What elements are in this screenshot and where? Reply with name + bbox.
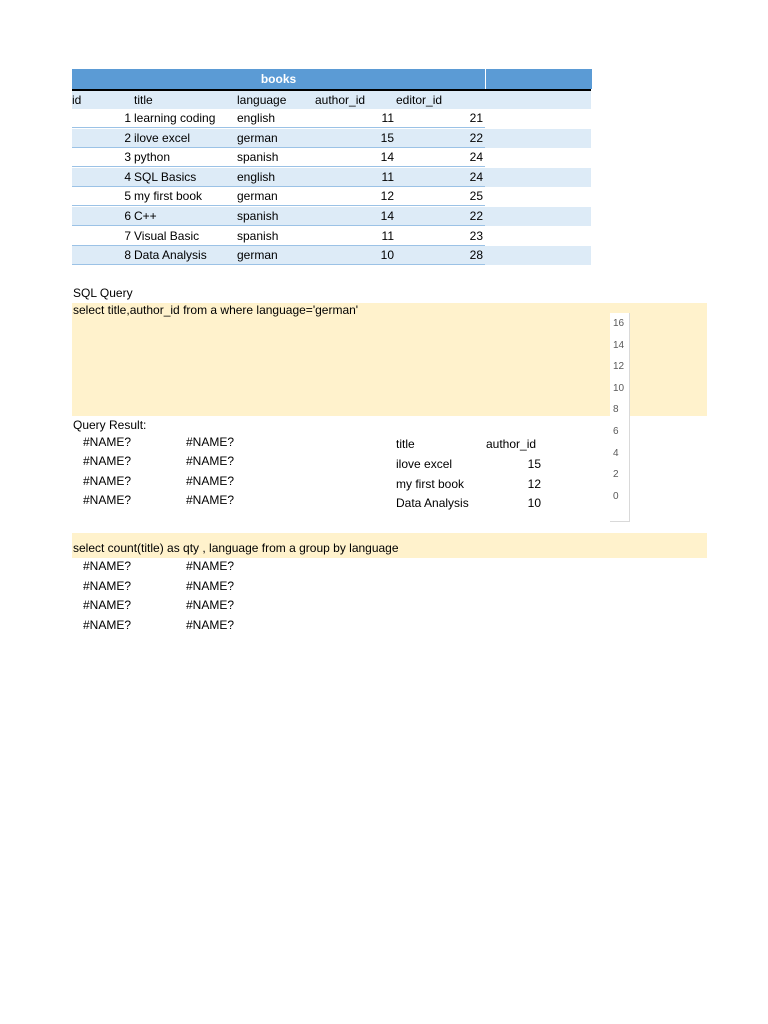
cell-id[interactable]: 6 [124, 209, 131, 223]
chart-y-tick-label: 10 [613, 382, 625, 394]
table-row [72, 168, 591, 187]
cell-id[interactable]: 5 [124, 189, 131, 204]
chart-y-tick-label: 12 [613, 361, 625, 373]
sql-query2-input[interactable] [72, 533, 707, 558]
cell-language[interactable]: spanish [237, 150, 279, 165]
cell-id[interactable]: 3 [124, 150, 131, 165]
cell-title[interactable]: Data Analysis [134, 248, 207, 263]
cell-title[interactable]: ilove excel [134, 130, 191, 145]
cell-id[interactable]: 7 [124, 228, 131, 243]
chart-y-tick-label: 6 [613, 426, 619, 437]
chart-y-tick-label: 0 [613, 490, 619, 502]
cell-title[interactable]: SQL Basics [134, 169, 197, 184]
table-row [72, 129, 591, 148]
table-row [72, 148, 591, 167]
cell-editor-id[interactable]: 24 [469, 169, 483, 184]
cell-editor-id[interactable]: 21 [469, 111, 483, 125]
error-cell[interactable]: #NAME? [186, 493, 235, 508]
error-cell[interactable]: #NAME? [186, 435, 235, 449]
cell-language[interactable]: spanish [237, 228, 279, 243]
table-row [72, 246, 591, 265]
cell-editor-id[interactable]: 23 [469, 228, 483, 243]
cell-author-id[interactable]: 12 [380, 189, 394, 204]
col-header-title[interactable]: title [134, 93, 153, 107]
cell-author-id[interactable]: 10 [380, 248, 394, 263]
sql-query2-text[interactable]: select count(title) as qty , language from a group by language [73, 541, 399, 555]
cell-language[interactable]: german [237, 130, 278, 145]
cell-editor-id[interactable]: 22 [469, 130, 483, 145]
error-cell[interactable]: #NAME? [186, 578, 235, 593]
cell-id[interactable]: 4 [124, 169, 131, 184]
chart-y-tick-label: 8 [613, 404, 619, 416]
cell-id[interactable]: 1 [124, 111, 131, 125]
result-header-title: title [396, 437, 415, 451]
cell-author-id[interactable]: 11 [381, 111, 394, 125]
cell-editor-id[interactable]: 22 [469, 209, 483, 223]
error-cell[interactable]: #NAME? [186, 473, 235, 488]
result-cell-title: ilove excel [396, 457, 453, 471]
books-title-band [72, 69, 591, 89]
cell-title[interactable]: learning coding [134, 111, 216, 125]
col-header-author-id[interactable]: author_id [315, 93, 366, 107]
result-header-author-id: author_id [486, 437, 537, 451]
cell-editor-id[interactable]: 28 [469, 248, 483, 263]
cell-language[interactable]: german [237, 248, 278, 263]
table-row [72, 207, 591, 226]
cell-language[interactable]: english [237, 111, 276, 125]
table-row [72, 187, 591, 206]
result-cell-author-id: 10 [527, 496, 541, 511]
error-cell[interactable]: #NAME? [83, 598, 132, 613]
cell-language[interactable]: spanish [237, 209, 279, 223]
cell-editor-id[interactable]: 25 [469, 189, 483, 204]
result-cell-author-id: 15 [527, 457, 541, 471]
col-header-language[interactable]: language [237, 93, 287, 107]
table-row [72, 109, 591, 128]
sql-query-label: SQL Query [73, 286, 133, 300]
result-cell-author-id: 12 [527, 476, 541, 491]
cell-title[interactable]: python [134, 150, 171, 165]
query-result-label: Query Result: [73, 418, 147, 432]
col-header-id[interactable]: id [72, 93, 82, 107]
error-cell[interactable]: #NAME? [186, 618, 235, 633]
cell-id[interactable]: 8 [124, 248, 131, 263]
books-header-row [72, 89, 591, 110]
cell-author-id[interactable]: 14 [380, 209, 394, 223]
error-cell[interactable]: #NAME? [83, 559, 132, 573]
error-cell[interactable]: #NAME? [83, 435, 132, 449]
cell-language[interactable]: german [237, 189, 278, 204]
error-cell[interactable]: #NAME? [186, 454, 235, 469]
chart-y-tick-label: 14 [613, 339, 625, 351]
error-cell[interactable]: #NAME? [83, 473, 132, 488]
cell-language[interactable]: english [237, 169, 276, 184]
result-cell-title: Data Analysis [396, 496, 469, 511]
chart-y-tick-label: 2 [613, 469, 619, 481]
col-header-editor-id[interactable]: editor_id [396, 93, 443, 107]
cell-title[interactable]: Visual Basic [134, 228, 200, 243]
cell-title[interactable]: my first book [134, 189, 203, 204]
result-cell-title: my first book [396, 476, 465, 491]
cell-author-id[interactable]: 11 [381, 169, 394, 184]
error-cell[interactable]: #NAME? [83, 454, 132, 469]
chart-y-tick-label: 4 [613, 447, 619, 459]
error-cell[interactable]: #NAME? [83, 578, 132, 593]
error-cell[interactable]: #NAME? [83, 493, 132, 508]
sql-query-text[interactable]: select title,author_id from a where language='german' [73, 303, 359, 317]
chart-y-tick-label: 16 [613, 318, 625, 329]
cell-author-id[interactable]: 15 [380, 130, 394, 145]
cell-author-id[interactable]: 14 [380, 150, 394, 165]
table-row [72, 227, 591, 246]
cell-title[interactable]: C++ [134, 209, 157, 223]
cell-editor-id[interactable]: 24 [469, 150, 483, 165]
books-title: books [260, 72, 297, 86]
error-cell[interactable]: #NAME? [83, 618, 132, 633]
cell-id[interactable]: 2 [124, 130, 131, 145]
cell-author-id[interactable]: 11 [381, 228, 394, 243]
error-cell[interactable]: #NAME? [186, 598, 235, 613]
error-cell[interactable]: #NAME? [186, 559, 235, 573]
